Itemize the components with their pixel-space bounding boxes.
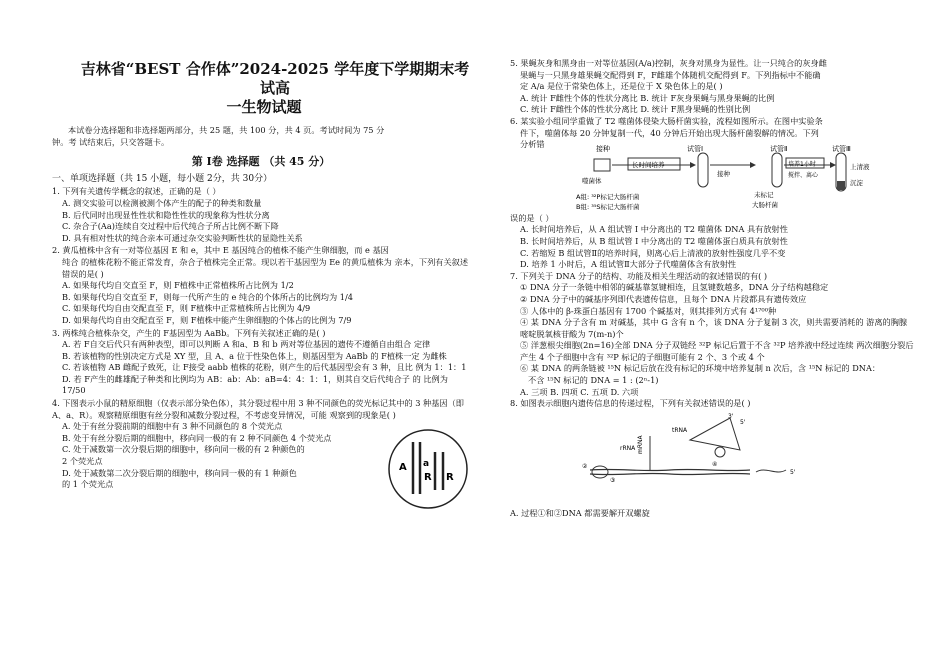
title-line-1: 吉林省“BEST 合作体”2024-2025 学年度下学期期末考试高 xyxy=(80,60,470,97)
left-column xyxy=(52,0,470,491)
fig8-step-2: ② xyxy=(582,462,588,470)
q6-option-b: B. 长时间培养后，从 B 组试管 Ⅰ 中分离出的 T2 噬菌体蛋白质具有放射性 xyxy=(520,235,788,246)
q7-item-5: ⑤ 洋葱根尖细胞(2n=16)全部 DNA 分子双链经 ³²P 标记后置于不含 ³²P 培养液中经过连续 两次细胞分裂后产生 4 个子细胞中含有 ³²P 标记的子细胞可能有 2 个、3 个或 4 个 xyxy=(520,340,914,362)
fig6-group-b: B组: ³⁵S标记大肠杆菌 xyxy=(576,202,640,211)
gene-label-A: A xyxy=(399,462,407,474)
exam-title xyxy=(52,60,470,117)
q6-stem-1: 6. 某实验小组同学重做了 T2 噬菌体侵染大肠杆菌实验，流程如图所示。在图中实验条 xyxy=(510,115,823,126)
q3-option-c: C. 若该植物 AB 雌配子致死，让 F接受 aabb 植株的花粉，则产生的后代基因型会有 3 种，且比 例为 1：1：1 xyxy=(62,362,467,373)
cell-chromosome-figure xyxy=(387,428,469,510)
q4-stem: 4. 下图表示小鼠的精原细胞（仅表示部分染色体），其分裂过程中用 3 种不同颜色的荧光标记其中的 3 种基因（即 A、a、R）。观察精原细胞有丝分裂和减数分裂过程，不考虑变异情况，可能 观察到的现象是( ) xyxy=(52,398,464,420)
q7-item-4: ④ 某 DNA 分子含有 m 对碱基，其中 G 含有 n 个，该 DNA 分子复制 3 次，则共需要消耗的 游离的胸腺嘧啶脱氧核苷酸为 7(m-n)个 xyxy=(520,317,908,339)
q1-option-a: A. 测交实验可以检测被测个体产生的配子的种类和数量 xyxy=(62,197,262,208)
q6-stem-3: 分析错 xyxy=(520,139,545,150)
fig6-tube-3: 试管Ⅲ xyxy=(832,144,851,153)
fig6-ecoli: 大肠杆菌 xyxy=(752,200,778,209)
question-2 xyxy=(52,245,470,326)
q7-item-6: ⑥ 某 DNA 的两条链被 ¹⁵N 标记后放在没有标记的环境中培养复制 n 次后，含 ¹⁵N 标记的 DNA： xyxy=(520,363,881,374)
q6-option-a: A. 长时间培养后，从 A 组试管 Ⅰ 中分离出的 T2 噬菌体 DNA 具有放射性 xyxy=(520,224,788,235)
q3-option-b: B. 若该植物的性别决定方式是 XY 型，且 A、a 位于性染色体上，则基因型为 AaBb 的 F植株一定 为雌株 xyxy=(62,350,447,361)
q5-stem-3: 定 A/a 是位于常染色体上，还是位于 X 染色体上的是( ) xyxy=(520,81,723,92)
fig6-long-culture: 长时间培养 xyxy=(632,160,665,169)
q1-option-b: B. 后代同时出现显性性状和隐性性状的现象称为性状分离 xyxy=(62,209,270,220)
q2-option-a: A. 如果每代均自交直至 F，则 F植株中正常植株所占比例为 1/2 xyxy=(62,280,294,291)
q8-option-a: A. 过程①和②DNA 都需要解开双螺旋 xyxy=(510,507,650,518)
part-heading: 第 Ⅰ卷 选择题 （共 45 分） xyxy=(191,155,331,169)
question-4 xyxy=(52,398,470,491)
title-line-2: 一生物试题 xyxy=(226,98,302,116)
q5-option-cd: C. 统计 F雌性个体的性状分离比 D. 统计 F黑身果蝇的性别比例 xyxy=(520,104,751,115)
fig8-5prime: 5' xyxy=(740,418,746,426)
fig8-trna: tRNA xyxy=(672,426,688,434)
fig8-step-3: ③ xyxy=(610,476,616,484)
intro-line-2: 钟。考 试结束后，只交答题卡。 xyxy=(52,136,170,147)
fig8-step-4: ④ xyxy=(712,460,718,468)
question-6 xyxy=(510,116,915,271)
question-8 xyxy=(510,398,915,519)
q2-option-b: B. 如果每代均自交直至 F，则每一代所产生的 e 纯合的个体所占的比例均为 1/4 xyxy=(62,291,353,302)
q3-option-a: A. 若 F自交后代只有两种表型，即可以判断 A 和a、B 和 b 两对等位基因的遗传不遵循自由组合 定律 xyxy=(62,339,431,350)
question-7 xyxy=(510,271,915,399)
q3-stem: 3. 两株纯合植株杂交，产生的 F基因型为 AaBb。下列有关叙述正确的是( ) xyxy=(52,327,326,338)
question-1 xyxy=(52,186,470,244)
q4-option-c-cont: 2 个荧光点 xyxy=(62,456,103,467)
q7-item-2: ② DNA 分子中的碱基序列即代表遗传信息，且每个 DNA 片段都具有遗传效应 xyxy=(520,293,807,304)
right-column xyxy=(510,58,915,519)
fig8-end-5prime: 5' xyxy=(790,468,796,476)
q1-stem: 1. 下列有关遗传学概念的叙述，正确的是（ ） xyxy=(52,186,221,197)
fig6-group-a: A组: ³²P标记大肠杆菌 xyxy=(576,192,640,201)
q2-stem-2: 纯合 的植株花粉不能正常发育，杂合子植株完全正常。现以若干基因型为 Ee 的黄瓜植株为 亲本，下列有关叙述错误的是( ) xyxy=(62,256,469,279)
q8-stem: 8. 如图表示细胞内遗传信息的传递过程，下列有关叙述错误的是( ) xyxy=(510,398,751,409)
fig6-sediment: 沉淀 xyxy=(850,178,863,187)
question-3 xyxy=(52,328,470,398)
fig6-unlabeled: 未标记 xyxy=(754,190,774,199)
q1-option-c: C. 杂合子(Aa)连续自交过程中后代纯合子所占比例不断下降 xyxy=(62,221,279,232)
q4-option-d-cont: 的 1 个荧光点 xyxy=(62,479,114,490)
q4-option-b: B. 处于有丝分裂后期的细胞中，移向同一极的有 2 种不同颜色 4 个荧光点 xyxy=(62,432,332,443)
fig6-phage: 噬菌体 xyxy=(582,176,602,185)
q6-stem-4: 误的是（ ） xyxy=(510,212,554,223)
fig6-one-hour: 培养1小时 xyxy=(788,160,816,168)
q7-item-1: ① DNA 分子一条链中相邻的碱基靠氢键相连，且氢键数越多，DNA 分子结构越稳定 xyxy=(520,282,829,293)
fig6-supernatant: 上清液 xyxy=(850,162,870,171)
fig6-stir-2: 搅拌、离心 xyxy=(788,171,819,179)
phage-experiment-figure xyxy=(572,141,872,217)
q5-stem-2: 果蝇与一只黑身雄果蝇交配得到 F，F雌雄个体随机交配得到 F。下列指标中不能确 xyxy=(520,69,821,80)
fig8-rrna: rRNA xyxy=(620,444,636,452)
gene-label-R2: R xyxy=(446,472,454,484)
gene-expression-figure xyxy=(580,410,840,488)
q6-option-c: C. 若缩短 B 组试管Ⅱ的培养时间，则离心后上清液的放射性强度几乎不变 xyxy=(520,247,786,258)
fig6-tube-1: 试管Ⅰ xyxy=(687,144,704,153)
q7-stem: 7. 下列关于 DNA 分子的结构、功能及相关生理活动的叙述错误的有( ) xyxy=(510,270,768,281)
fig8-3prime: 3' xyxy=(728,412,734,420)
q7-item-3: ③ 人体中的 β-珠蛋白基因有 1700 个碱基对，则其排列方式有 4¹⁷⁰⁰种 xyxy=(520,305,777,316)
gene-label-R1: R xyxy=(424,472,432,484)
q5-stem-1: 5. 果蝇灰身和黑身由一对等位基因(A/a)控制，灰身对黑身为显性。让一只纯合的灰身雌 xyxy=(510,58,827,68)
q7-options: A. 三项 B. 四项 C. 五项 D. 六项 xyxy=(520,386,639,397)
q2-option-c: C. 如果每代均自由交配直至 F，则 F植株中正常植株所占比例为 4/9 xyxy=(62,303,311,314)
q5-option-ab: A. 统计 F雌性个体的性状分离比 B. 统计 F灰身果蝇与黑身果蝇的比例 xyxy=(520,92,775,103)
fig8-mrna: mRNA xyxy=(637,435,644,454)
q1-option-d: D. 具有相对性状的纯合亲本可通过杂交实验判断性状的显隐性关系 xyxy=(62,232,303,243)
section-heading: 一、单项选择题（共 15 小题，每小题 2分，共 30分） xyxy=(52,173,273,184)
fig6-inoculate-2: 接种 xyxy=(717,169,730,178)
intro-line-1: 本试卷分选择题和非选择题两部分，共 25 题，共 100 分，共 4 页。考试时间为 75 分 xyxy=(68,125,385,135)
q6-stem-2: 件下，噬菌体每 20 分钟复制一代，40 分钟后开始出现大肠杆菌裂解的情况。下列 xyxy=(520,127,819,138)
q2-stem-1: 2. 黄瓜植株中含有一对等位基因 E 和 e，其中 E 基因纯合的植株不能产生卵细胞，而 e 基因 xyxy=(52,245,389,256)
q4-option-c: C. 处于减数第一次分裂后期的细胞中，移向同一极的有 2 种颜色的 xyxy=(62,444,305,455)
q4-option-d: D. 处于减数第二次分裂后期的细胞中，移向同一极的有 1 种颜色 xyxy=(62,467,297,478)
q4-option-a: A. 处于有丝分裂前期的细胞中有 3 种不同颜色的 8 个荧光点 xyxy=(62,421,283,432)
q6-option-d: D. 培养 1 小时后，A 组试管Ⅱ大部分子代噬菌体含有放射性 xyxy=(520,259,737,270)
fig6-tube-2: 试管Ⅱ xyxy=(770,144,788,153)
q2-option-d: D. 如果每代均自由交配直至 F，则 F植株中能产生卵细胞的个体占的比例为 7/9 xyxy=(62,314,352,325)
gene-label-a: a xyxy=(423,459,430,470)
question-5 xyxy=(510,58,915,116)
fig6-inoculate-1: 接种 xyxy=(596,144,610,153)
q3-option-d: D. 若 F产生的雌雄配子种类和比例均为 AB：ab：Ab：aB=4：4：1：1，则其自交后代纯合子 的 比例为 17/50 xyxy=(62,373,448,396)
q7-item-6-cont: 不含 ¹⁵N 标记的 DNA = 1 : (2ⁿ-1) xyxy=(528,375,659,386)
